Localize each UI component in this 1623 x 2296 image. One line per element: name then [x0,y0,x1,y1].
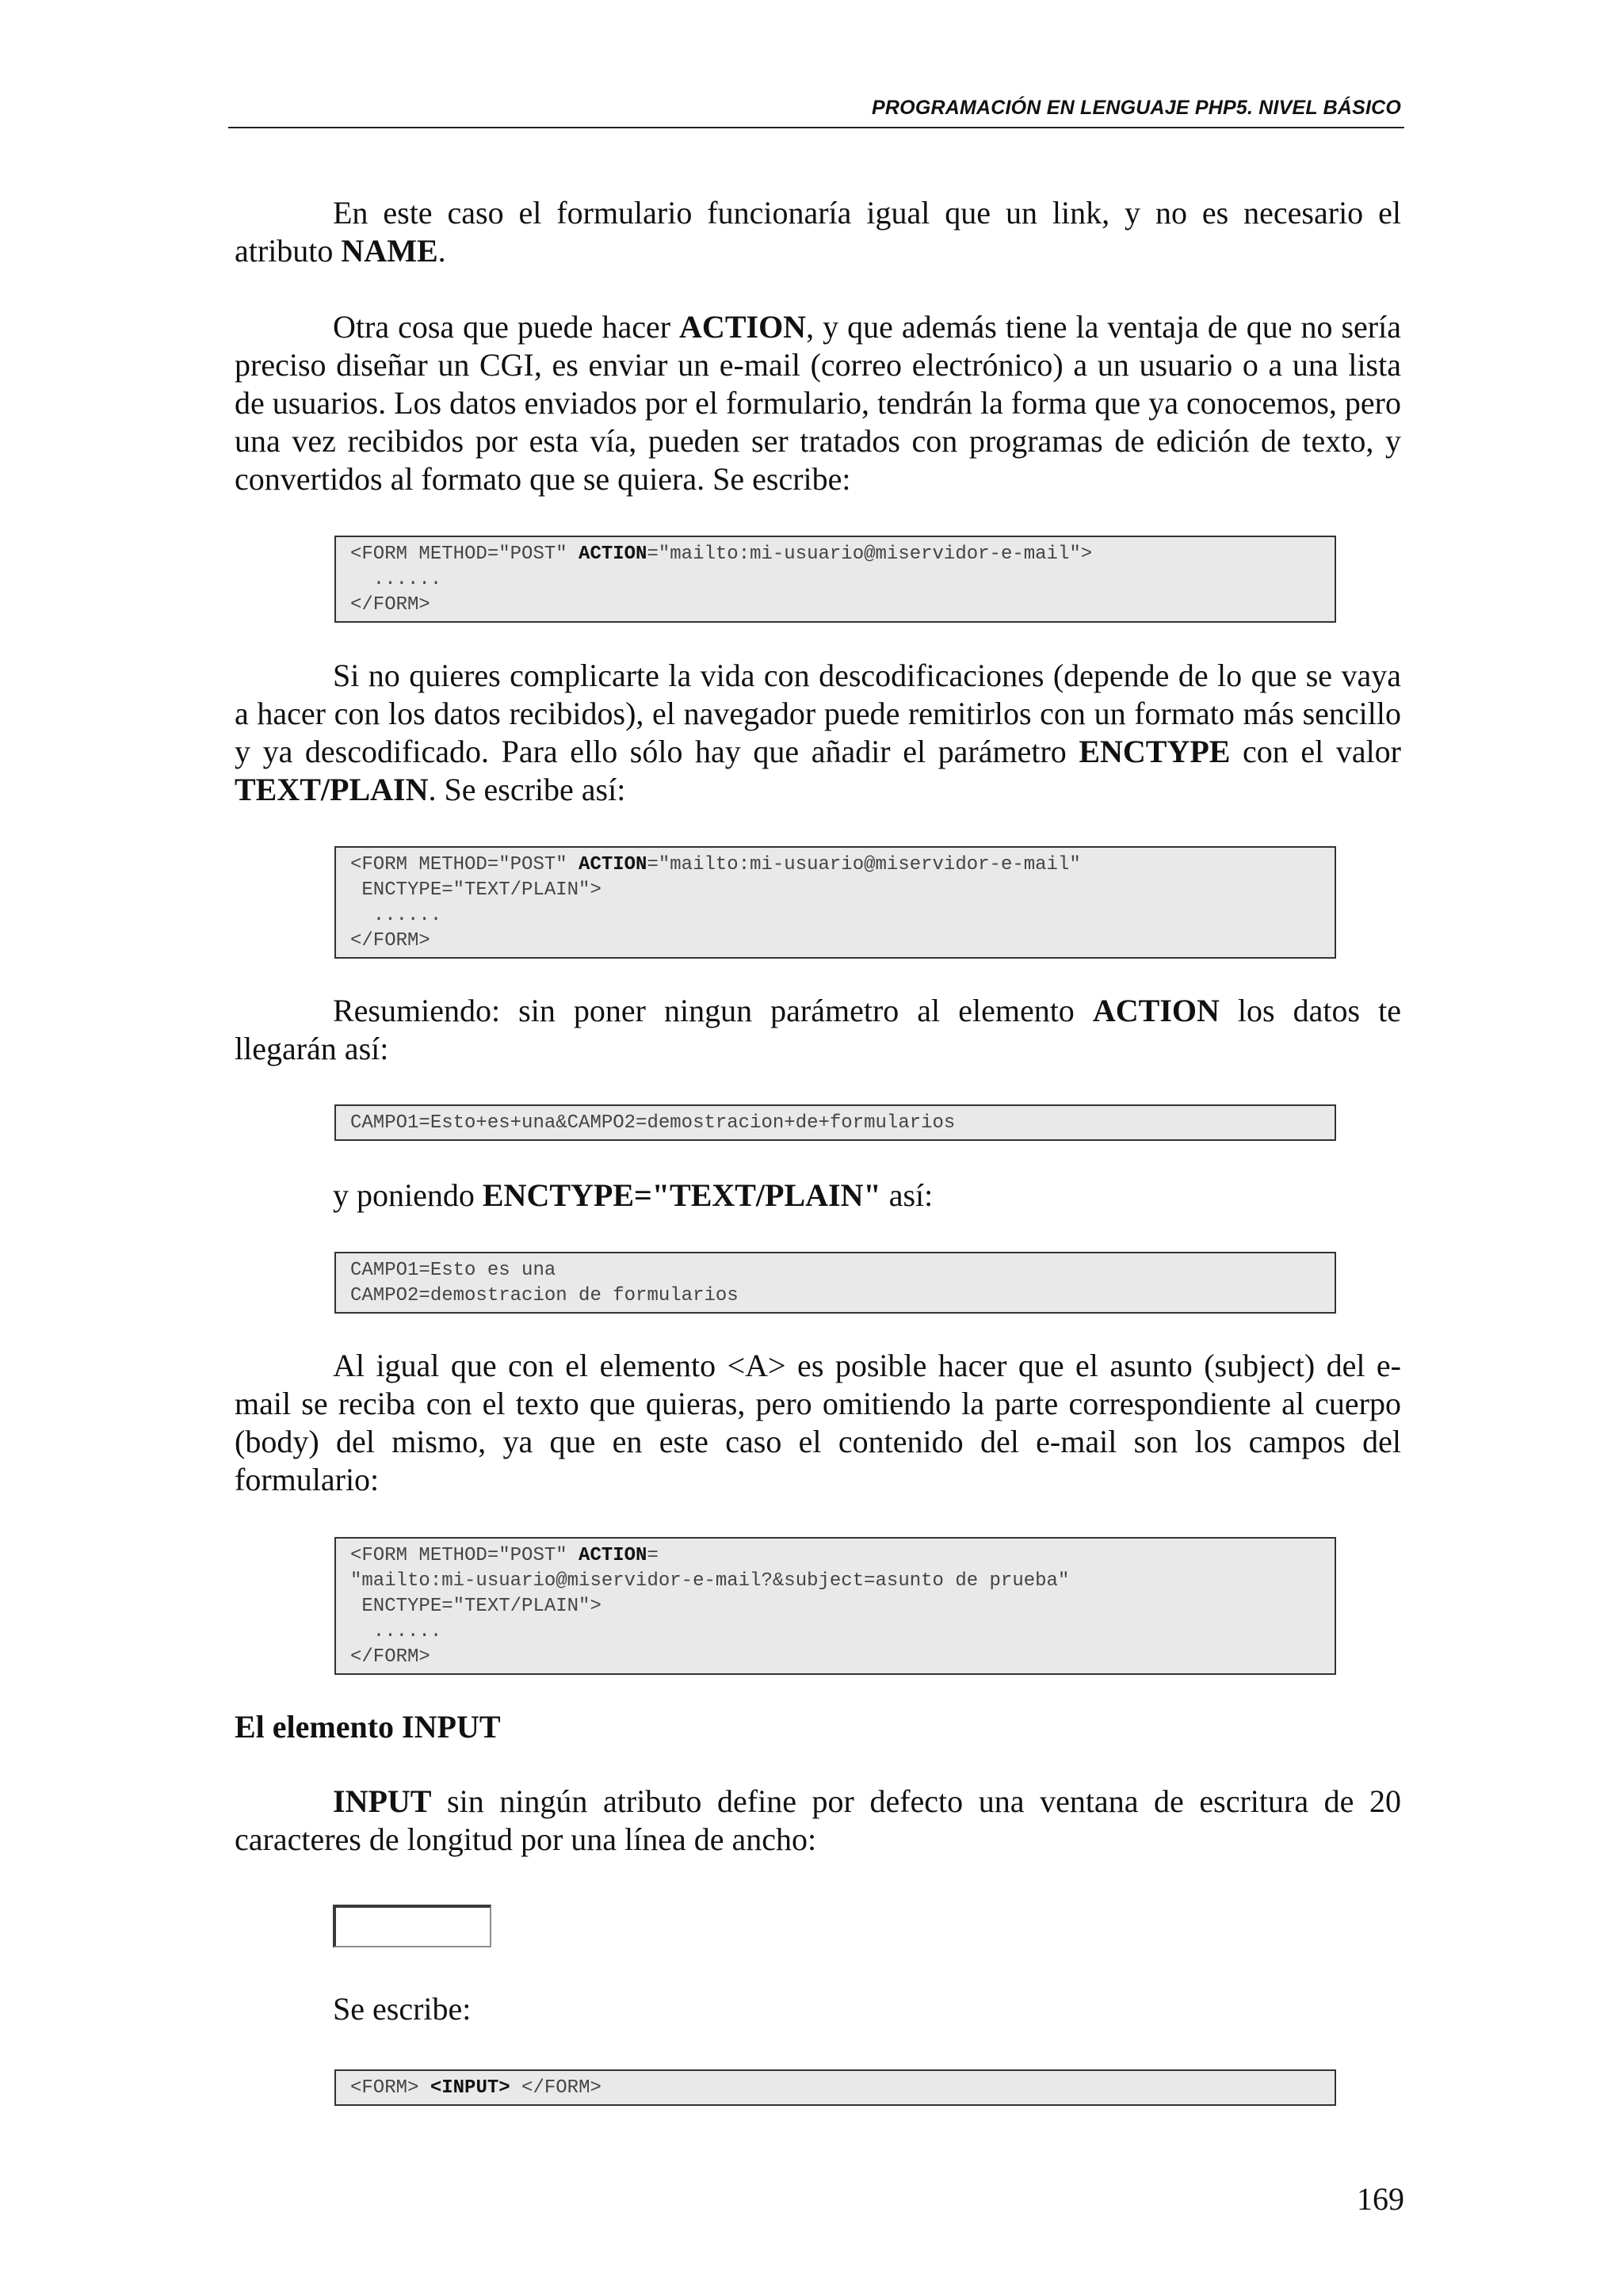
code-block-enctype: <FORM METHOD="POST" ACTION="mailto:mi-usuario@miservidor-e-mail" ENCTYPE="TEXT/PLAIN"> ...... </FORM> [334,846,1336,959]
paragraph-plain-intro: y poniendo ENCTYPE="TEXT/PLAIN" así: [333,1177,934,1213]
paragraph-action-mail: Otra cosa que puede hacer ACTION, y que además tiene la ventaja de que no sería preciso diseñar un CGI, es enviar un e-mail (correo electrónico) a un usuario o a una lista de usuarios. Los datos enviados por el formulario, tendrán la forma que ya conocemos, pero una vez recibidos por esta vía, pueden ser tratados con programas de edición de texto, y convertidos al formato que se quiera. Se escribe: [235,309,1401,497]
paragraph-enctype: Si no quieres complicarte la vida con descodificaciones (depende de lo que se vaya a hacer con los datos recibidos), el navegador puede remitirlos con un formato más sencillo y ya descodificado. Para ello sólo hay que añadir el parámetro ENCTYPE con el valor TEXT/PLAIN. Se escribe así: [235,658,1402,807]
sample-text-input[interactable] [333,1905,491,1947]
code-block-encoded-output: CAMPO1=Esto+es+una&CAMPO2=demostracion+de+formularios [334,1104,1336,1141]
code-block-input: <FORM> <INPUT> </FORM> [334,2069,1336,2106]
paragraph-subject: Al igual que con el elemento <A> es posible hacer que el asunto (subject) del e-mail se reciba con el texto que quieras, pero omitiendo la parte correspondiente al cuerpo (body) del mismo, ya que en este caso el contenido del e-mail son los campos del formulario: [235,1348,1401,1497]
running-header: PROGRAMACIÓN EN LENGUAJE PHP5. NIVEL BÁSICO [872,97,1401,119]
section-heading: El elemento INPUT [235,1709,501,1745]
paragraph-input: INPUT sin ningún atributo define por defecto una ventana de escritura de 20 caracteres de longitud por una línea de ancho: [235,1783,1401,1857]
code-block-plain-output: CAMPO1=Esto es una CAMPO2=demostracion de formularios [334,1252,1336,1314]
paragraph-se-escribe: Se escribe: [333,1991,472,2027]
paragraph-intro: En este caso el formulario funcionaría igual que un link, y no es necesario el atributo NAME. [235,195,1401,269]
page-number: 169 [1357,2181,1404,2217]
header-rule [228,127,1404,128]
code-block-subject: <FORM METHOD="POST" ACTION= "mailto:mi-usuario@miservidor-e-mail?&subject=asunto de prueba" ENCTYPE="TEXT/PLAIN"> ...... </FORM> [334,1537,1336,1675]
paragraph-summary: Resumiendo: sin poner ningun parámetro al elemento ACTION los datos te llegarán así: [235,993,1401,1066]
code-block-mailto: <FORM METHOD="POST" ACTION="mailto:mi-usuario@miservidor-e-mail"> ...... </FORM> [334,536,1336,623]
